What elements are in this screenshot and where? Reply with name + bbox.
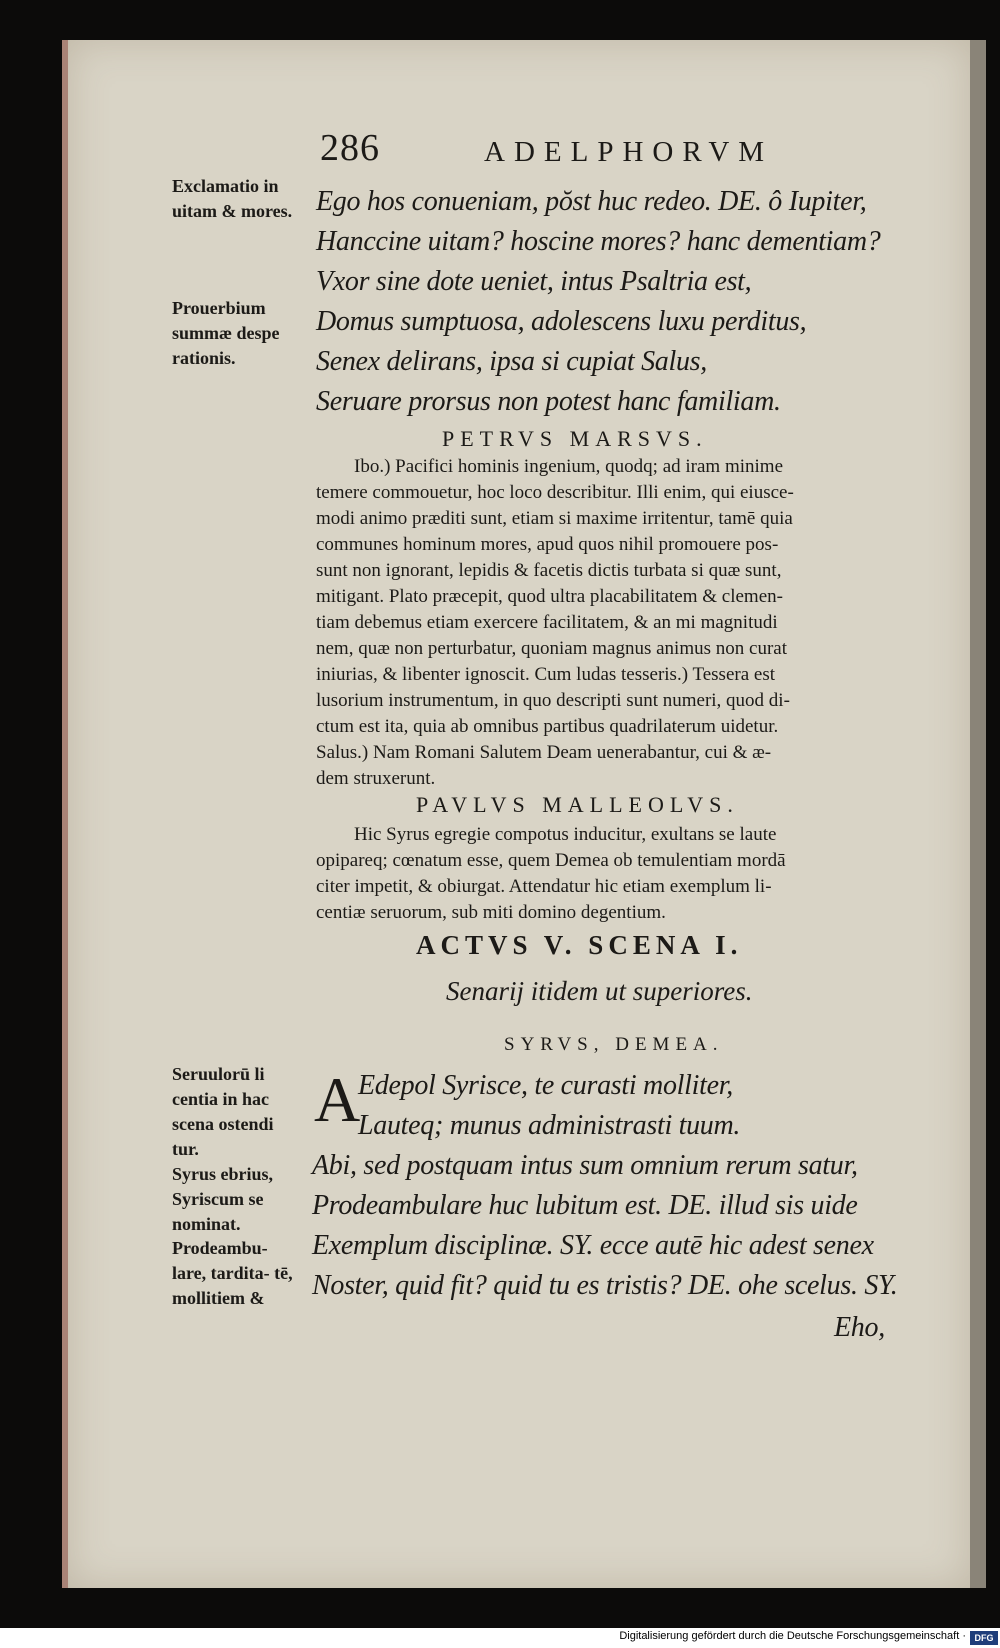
verse-line: Abi, sed postquam intus sum omnium rerum satur, xyxy=(312,1150,858,1181)
commentary-line: Ibo.) Pacifici hominis ingenium, quodq; ad iram minime xyxy=(354,456,784,477)
dfg-logo: DFG xyxy=(970,1631,998,1645)
commentary-line: opipareq; cœnatum esse, quem Demea ob temulentiam mordā xyxy=(316,850,786,871)
commentary-line: nem, quæ non perturbatur, quoniam magnus animus non curat xyxy=(316,638,787,659)
page-number: 286 xyxy=(320,127,380,169)
commentary-line: communes hominum mores, apud quos nihil promouere pos- xyxy=(316,534,779,555)
margin-note: Prouerbium summæ despe rationis. xyxy=(172,298,280,368)
commentary-line: tiam debemus etiam exercere facilitatem, & an mi magnitudi xyxy=(316,612,778,633)
commentary-line: mitigant. Plato præcepit, quod ultra placabilitatem & clemen- xyxy=(316,586,783,607)
commentary-line: ctum est ita, quia ab omnibus partibus quadrilaterum uidetur. xyxy=(316,716,779,737)
margin-note: Exclamatio in uitam & mores. xyxy=(172,176,293,221)
footer-bar xyxy=(0,1628,1000,1648)
verse-line: Hanccine uitam? hoscine mores? hanc dementiam? xyxy=(316,226,881,257)
verse-line: Ego hos conueniam, pŏst huc redeo. DE. ô Iupiter, xyxy=(316,186,867,217)
scene-subtitle: Senarij itidem ut superiores. xyxy=(446,976,753,1006)
verse-line: Vxor sine dote ueniet, intus Psaltria est, xyxy=(316,266,752,297)
commentary-line: centiæ seruorum, sub miti domino degentium. xyxy=(316,902,666,923)
commentary-heading: PAVLVS MALLEOLVS. xyxy=(416,792,739,817)
drop-cap: A xyxy=(314,1064,361,1135)
act-title: ACTVS V. SCENA I. xyxy=(416,930,743,960)
commentary-line: sunt non ignorant, lepidis & facetis dictis turbata si quæ sunt, xyxy=(316,560,782,581)
verse-line: Senex delirans, ipsa si cupiat Salus, xyxy=(316,346,707,377)
commentary-line: lusorium instrumentum, in quo descripti sunt numeri, quod di- xyxy=(316,690,790,711)
scene-persons: SYRVS, DEMEA. xyxy=(504,1034,724,1055)
running-title: ADELPHORVM xyxy=(484,136,774,168)
margin-note: Syrus ebrius, Syriscum se nominat. xyxy=(172,1164,274,1234)
margin-note: Seruulorū li centia in hac scena ostendi tur. xyxy=(172,1064,274,1159)
verse-line: Prodeambulare huc lubitum est. DE. illud sis uide xyxy=(312,1190,858,1221)
commentary-line: modi animo præditi sunt, etiam si maxime irritentur, tamē quia xyxy=(316,508,793,529)
commentary-line: Salus.) Nam Romani Salutem Deam uenerabantur, cui & æ- xyxy=(316,742,772,763)
footer-credit: Digitalisierung gefördert durch die Deutsche Forschungsgemeinschaft · xyxy=(619,1630,966,1642)
margin-note: Prodeambu- lare, tardita- tē, mollitiem & xyxy=(172,1238,293,1308)
verse-line: Domus sumptuosa, adolescens luxu perditus, xyxy=(316,306,807,337)
commentary-line: iniurias, & libenter ignoscit. Cum ludas tesseris.) Tessera est xyxy=(316,664,775,685)
catchword: Eho, xyxy=(834,1312,885,1343)
verse-line: Noster, quid fit? quid tu es tristis? DE. ohe scelus. SY. xyxy=(312,1270,898,1301)
commentary-heading: PETRVS MARSVS. xyxy=(442,426,708,451)
verse-line: Seruare prorsus non potest hanc familiam. xyxy=(316,386,781,417)
verse-line: Exemplum disciplinæ. SY. ecce autē hic adest senex xyxy=(312,1230,874,1261)
commentary-line: dem struxerunt. xyxy=(316,768,436,789)
verse-line: Lauteq; munus administrasti tuum. xyxy=(358,1110,741,1141)
book-page xyxy=(68,40,970,1588)
commentary-line: Hic Syrus egregie compotus inducitur, exultans se laute xyxy=(354,824,777,845)
commentary-line: citer impetit, & obiurgat. Attendatur hic etiam exemplum li- xyxy=(316,876,772,897)
page-edge-right xyxy=(970,40,986,1588)
verse-line: Edepol Syrisce, te curasti molliter, xyxy=(358,1070,733,1101)
commentary-line: temere commouetur, hoc loco describitur. Illi enim, qui eiusce- xyxy=(316,482,794,503)
